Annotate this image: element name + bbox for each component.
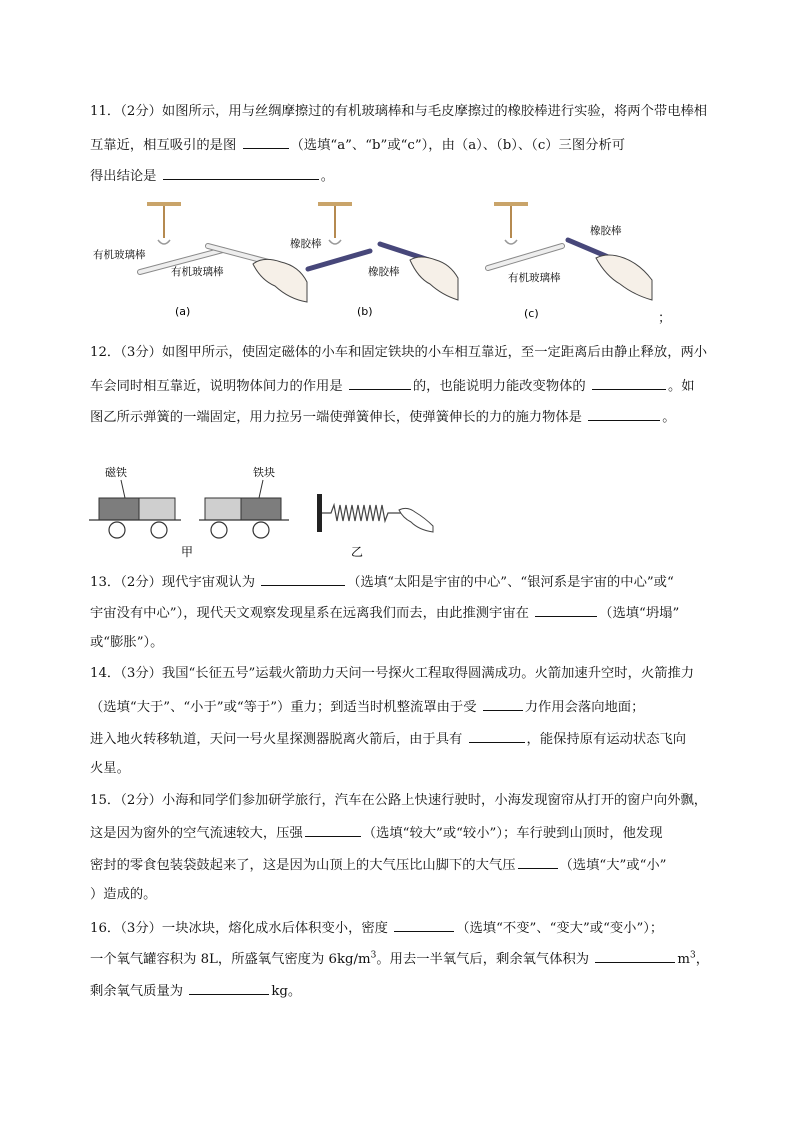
hand xyxy=(596,255,652,300)
q16-blank3[interactable] xyxy=(189,981,269,995)
q11-line2: 互靠近，相互吸引的是图 （选填“a”、“b”或“c”），由（a）、（b）、（c）三图分析可 xyxy=(90,135,625,155)
figure-yi-caption: 乙 xyxy=(351,545,364,559)
q12-line3: 图乙所示弹簧的一端固定，用力拉另一端使弹簧伸长，使弹簧伸长的力的施力物体是 。 xyxy=(90,407,676,427)
q14-line1: 14．（3分）我国“长征五号”运载火箭助力天问一号探火工程取得圆满成功。火箭加速升空时，火箭推力 xyxy=(90,666,695,681)
q11-blank1[interactable] xyxy=(243,135,289,149)
q14-blank2[interactable] xyxy=(469,729,525,743)
q13-blank1[interactable] xyxy=(261,572,345,586)
hook-bar xyxy=(147,202,181,206)
stirrup xyxy=(505,240,517,244)
q16-line1: 16．（3分）一块冰块，熔化成水后体积变小，密度 （选填“不变”、“变大”或“变小”）； xyxy=(90,918,663,938)
q11-line3: 得出结论是 。 xyxy=(90,166,334,186)
magnet-block xyxy=(99,498,139,520)
q15-line4: ）造成的。 xyxy=(90,887,157,902)
q13-blank2[interactable] xyxy=(535,603,597,617)
q13-line3: 或“膨胀”）。 xyxy=(90,635,164,650)
wheel xyxy=(253,522,269,538)
wheel xyxy=(109,522,125,538)
label-magnet: 磁铁 xyxy=(105,466,127,479)
q14-line4: 火星。 xyxy=(90,761,130,776)
q15-line1: 15．（2分）小海和同学们参加研学旅行，汽车在公路上快速行驶时，小海发现窗帘从打开的窗户向外飘， xyxy=(90,793,708,808)
spring xyxy=(322,505,401,521)
wheel xyxy=(151,522,167,538)
label-glass-rod-bottom: 有机玻璃棒 xyxy=(171,266,224,278)
q12-line1: 12．（3分）如图甲所示，使固定磁体的小车和固定铁块的小车相互靠近，至一定距离后由静止释放，两小 xyxy=(90,345,708,360)
figure-b-caption: (b) xyxy=(357,305,373,318)
q11-end: ； xyxy=(658,311,672,326)
q16-line3: 剩余氧气质量为 kg。 xyxy=(90,981,301,1001)
q16-line2: 一个氧气罐容积为 8L，所盛氧气密度为 $6kg/m^3$。用去一半氧气后，剩余氧气体积为 $m^3$， xyxy=(90,950,709,967)
label-iron-block: 铁块 xyxy=(253,466,275,479)
label-rubber-rod-bottom: 橡胶棒 xyxy=(368,266,400,278)
q11-blank2[interactable] xyxy=(163,166,319,180)
q15-line3: 密封的零食包装袋鼓起来了，这是因为山顶上的大气压比山脚下的大气压 （选填“大”或“小” xyxy=(90,855,666,875)
label-rubber-rod-top: 橡胶棒 xyxy=(290,238,322,250)
label-glass-rod: 有机玻璃棒 xyxy=(508,272,561,284)
q15-blank2[interactable] xyxy=(518,855,558,869)
hand xyxy=(410,257,458,300)
cart-body-right xyxy=(205,498,241,520)
q13-line2: 宇宙没有中心”），现代天文观察发现星系在远离我们而去，由此推测宇宙在 （选填“坍塌” xyxy=(90,603,679,623)
stirrup xyxy=(158,240,170,244)
q13-line1: 13．（2分）现代宇宙观认为 （选填“太阳是宇宙的中心”、“银河系是宇宙的中心”或“ xyxy=(90,572,674,592)
hanging-rubber-rod xyxy=(308,251,370,269)
q12-line2: 车会同时相互靠近，说明物体间力的作用是 的，也能说明力能改变物体的 。如 xyxy=(90,376,695,396)
figure-jia-caption: 甲 xyxy=(181,545,194,559)
q16-blank2[interactable] xyxy=(595,949,675,963)
q14-blank1[interactable] xyxy=(483,697,523,711)
label-rubber-rod: 橡胶棒 xyxy=(590,225,622,237)
iron-block xyxy=(241,498,281,520)
figure-a-caption: (a) xyxy=(175,305,191,318)
q11-line1: 11．（2分）如图所示，用与丝绸摩擦过的有机玻璃棒和与毛皮摩擦过的橡胶棒进行实验，将两个带电棒相 xyxy=(90,104,708,119)
cart-body-left xyxy=(139,498,175,520)
wheel xyxy=(211,522,227,538)
label-glass-rod-top: 有机玻璃棒 xyxy=(93,249,146,261)
q14-line3: 进入地火转移轨道，天问一号火星探测器脱离火箭后，由于具有 ，能保持原有运动状态飞向 xyxy=(90,729,686,749)
q11-figure-c xyxy=(480,196,660,321)
q15-blank1[interactable] xyxy=(305,823,361,837)
q15-line2: 这是因为窗外的空气流速较大，压强 （选填“较大”或“较小”）；车行驶到山顶时，他发现 xyxy=(90,823,663,843)
q16-blank1[interactable] xyxy=(394,918,454,932)
q12-blank2[interactable] xyxy=(592,376,666,390)
q14-line2: （选填“大于”、“小于”或“等于”）重力；到适当时机整流罩由于受 力作用会落向地面； xyxy=(90,697,644,717)
q12-blank3[interactable] xyxy=(588,407,660,421)
q12-figure xyxy=(85,460,445,560)
q12-blank1[interactable] xyxy=(349,376,411,390)
q11-figure-b xyxy=(290,196,465,321)
figure-c-caption: (c) xyxy=(524,307,539,320)
hand xyxy=(399,508,433,532)
stirrup xyxy=(329,240,341,244)
q11-figure-a xyxy=(85,196,310,321)
fixed-wall xyxy=(317,494,322,532)
